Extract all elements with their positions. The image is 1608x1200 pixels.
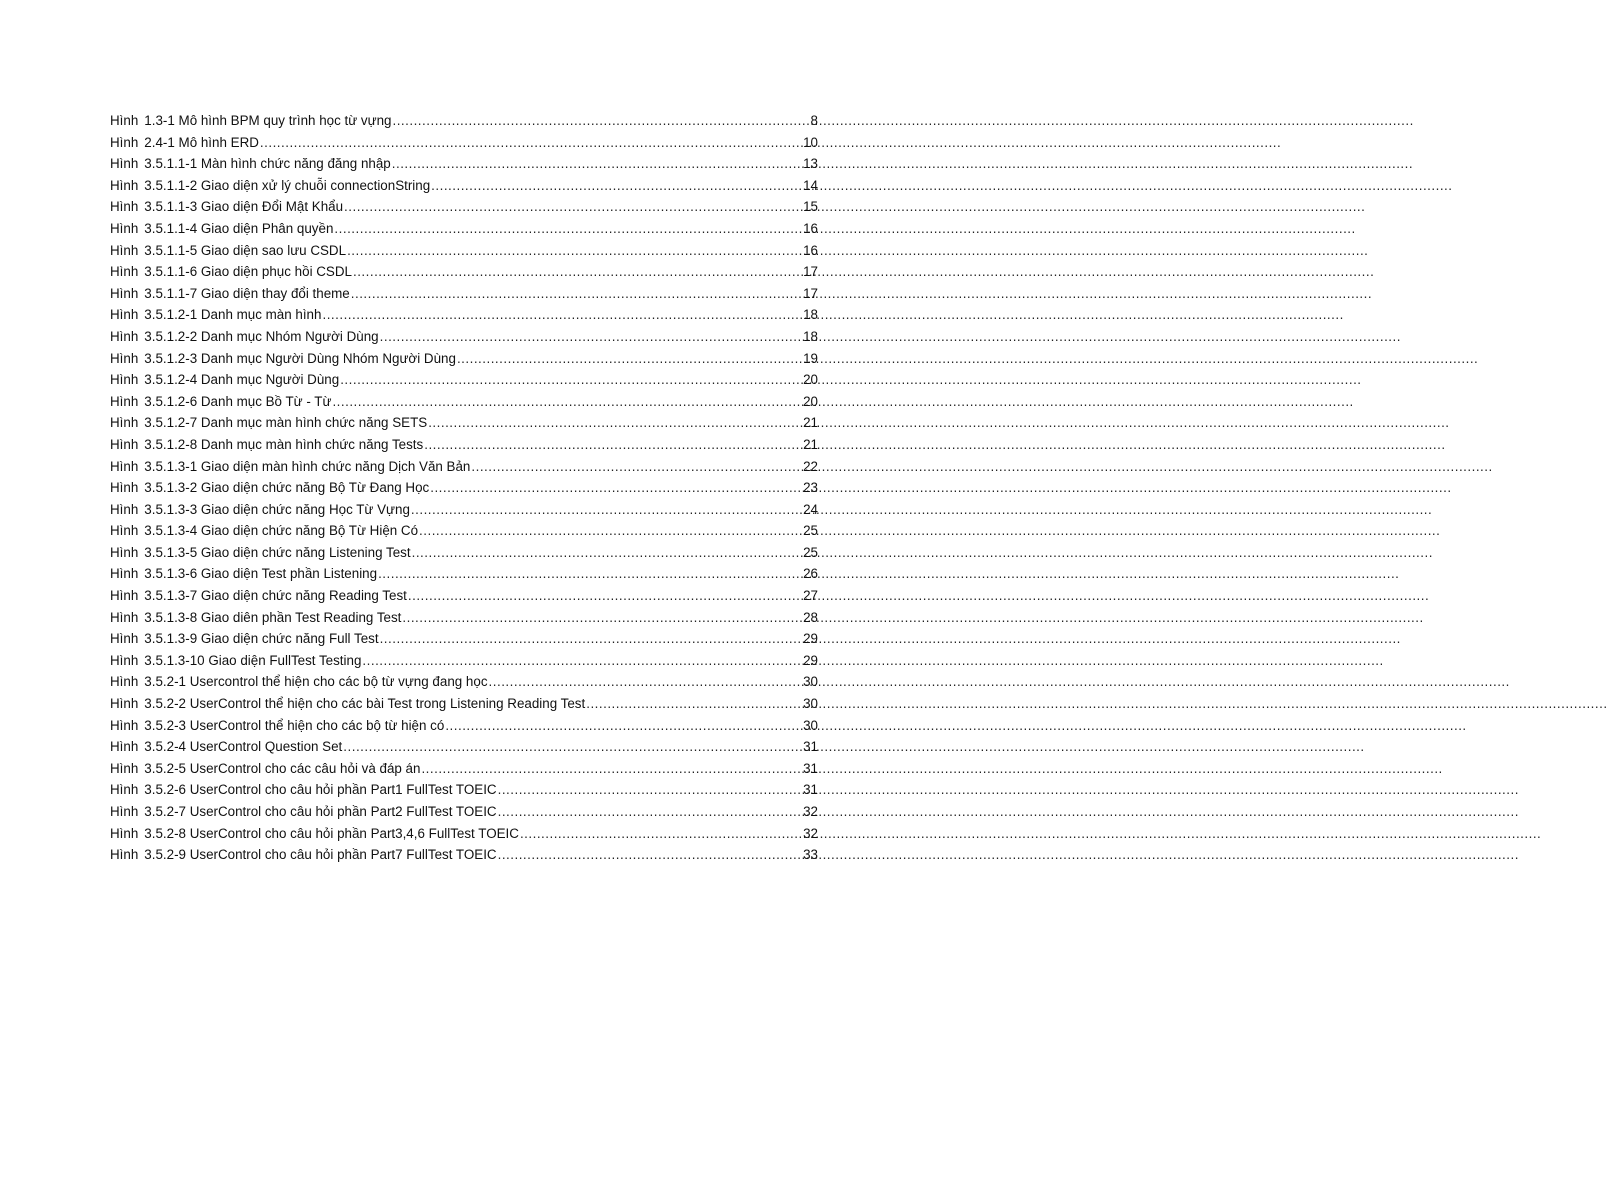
toc-entry-page-number: 31 [803, 739, 818, 755]
toc-entry-title: 3.5.1.3-1 Giao diện màn hình chức năng Dịch Văn Bản [144, 458, 471, 474]
toc-entry-title: 3.5.1.2-1 Danh mục màn hình [144, 307, 322, 323]
toc-entry-title: 3.5.1.1-5 Giao diện sao lưu CSDL [144, 242, 347, 258]
toc-entry-page-number: 29 [803, 652, 818, 668]
toc-entry-prefix: Hình [110, 782, 139, 798]
toc-dot-leader [410, 499, 803, 521]
toc-entry-title: 3.5.2-1 Usercontrol thể hiện cho các bộ từ vựng đang học [144, 674, 488, 690]
toc-dot-leader [444, 715, 803, 737]
table-of-figures [110, 110, 818, 866]
toc-entry-title: 3.5.1.3-7 Giao diện chức năng Reading Test [144, 588, 407, 604]
toc-entry[interactable] [110, 391, 818, 413]
toc-entry[interactable] [110, 456, 818, 478]
toc-dot-leader [429, 477, 803, 499]
toc-entry[interactable] [110, 779, 818, 801]
toc-entry-prefix: Hình [110, 544, 139, 560]
toc-entry-page-number: 25 [803, 544, 818, 560]
toc-dot-leader [420, 758, 803, 780]
toc-entry-page-number: 27 [803, 588, 818, 604]
toc-dot-leader [497, 779, 803, 801]
toc-entry[interactable] [110, 218, 818, 240]
toc-dot-leader [497, 844, 803, 866]
toc-entry-page-number: 31 [803, 760, 818, 776]
toc-entry[interactable] [110, 758, 818, 780]
toc-entry-page-number: 20 [803, 393, 818, 409]
toc-entry[interactable] [110, 607, 818, 629]
toc-dot-leader [379, 326, 803, 348]
toc-dot-leader [343, 196, 803, 218]
toc-entry-prefix: Hình [110, 156, 139, 172]
toc-entry-page-number: 29 [803, 631, 818, 647]
toc-entry-title: 3.5.1.2-8 Danh mục màn hình chức năng Tests [144, 436, 424, 452]
toc-entry-prefix: Hình [110, 760, 139, 776]
toc-entry-page-number: 14 [803, 177, 818, 193]
toc-dot-leader [352, 261, 803, 283]
toc-entry[interactable] [110, 326, 818, 348]
toc-entry-prefix: Hình [110, 350, 139, 366]
toc-entry-title: 3.5.2-9 UserControl cho câu hỏi phần Part7 FullTest TOEIC [144, 847, 497, 863]
toc-entry-page-number: 23 [803, 480, 818, 496]
toc-dot-leader [350, 283, 803, 305]
toc-entry-title: 3.5.1.3-10 Giao diện FullTest Testing [144, 652, 362, 668]
toc-entry-page-number: 19 [803, 350, 818, 366]
toc-entry-page-number: 20 [803, 372, 818, 388]
toc-dot-leader [430, 175, 803, 197]
toc-entry-page-number: 30 [803, 717, 818, 733]
toc-entry-prefix: Hình [110, 652, 139, 668]
toc-entry[interactable] [110, 542, 818, 564]
toc-entry[interactable] [110, 715, 818, 737]
toc-entry-title: 3.5.2-5 UserControl cho các câu hỏi và đáp án [144, 760, 421, 776]
toc-entry[interactable] [110, 412, 818, 434]
toc-entry-page-number: 21 [803, 436, 818, 452]
toc-entry-title: 1.3-1 Mô hình BPM quy trình học từ vựng [144, 113, 392, 128]
toc-dot-leader [519, 823, 803, 845]
toc-dot-leader [331, 391, 803, 413]
toc-entry[interactable] [110, 693, 818, 715]
toc-entry-title: 3.5.1.3-2 Giao diện chức năng Bộ Từ Đang Học [144, 480, 430, 496]
toc-entry[interactable] [110, 175, 818, 197]
toc-entry[interactable] [110, 369, 818, 391]
toc-entry-page-number: 18 [803, 307, 818, 323]
toc-entry-title: 3.5.1.3-6 Giao diện Test phần Listening [144, 566, 378, 582]
toc-dot-leader [411, 542, 804, 564]
toc-entry-prefix: Hình [110, 566, 139, 582]
toc-dot-leader [379, 628, 804, 650]
toc-entry-page-number: 16 [803, 242, 818, 258]
toc-dot-leader [418, 520, 803, 542]
toc-entry-title: 3.5.2-8 UserControl cho câu hỏi phần Part3,4,6 FullTest TOEIC [144, 825, 519, 841]
toc-entry-page-number: 25 [803, 523, 818, 539]
toc-dot-leader [488, 671, 804, 693]
toc-entry[interactable] [110, 304, 818, 326]
toc-entry-title: 3.5.2-4 UserControl Question Set [144, 739, 343, 755]
toc-entry-page-number: 16 [803, 220, 818, 236]
toc-entry-page-number: 17 [803, 264, 818, 280]
toc-entry-prefix: Hình [110, 285, 139, 301]
toc-entry[interactable] [110, 132, 818, 154]
toc-entry-title: 3.5.1.1-3 Giao diện Đổi Mật Khẩu [144, 199, 344, 215]
toc-entry-prefix: Hình [110, 458, 139, 474]
toc-dot-leader [423, 434, 803, 456]
toc-entry-title: 3.5.1.2-3 Danh mục Người Dùng Nhóm Người Dùng [144, 350, 456, 366]
toc-entry-page-number: 10 [803, 134, 818, 150]
toc-entry[interactable] [110, 801, 818, 823]
toc-entry-title: 3.5.1.2-7 Danh mục màn hình chức năng SETS [144, 415, 428, 431]
toc-entry-title: 3.5.1.1-7 Giao diện thay đổi theme [144, 285, 350, 301]
toc-entry[interactable] [110, 585, 818, 607]
toc-entry-prefix: Hình [110, 134, 139, 150]
toc-entry-prefix: Hình [110, 825, 139, 841]
toc-entry[interactable] [110, 650, 818, 672]
toc-dot-leader [497, 801, 803, 823]
toc-entry-title: 3.5.1.3-4 Giao diện chức năng Bộ Từ Hiện Có [144, 523, 419, 539]
toc-entry-prefix: Hình [110, 436, 139, 452]
toc-entry-page-number: 8 [810, 113, 818, 128]
toc-entry-prefix: Hình [110, 588, 139, 604]
toc-dot-leader [407, 585, 803, 607]
toc-entry-prefix: Hình [110, 393, 139, 409]
toc-entry-prefix: Hình [110, 804, 139, 819]
toc-dot-leader [346, 240, 803, 262]
toc-entry-page-number: 32 [803, 825, 818, 841]
toc-entry[interactable] [110, 196, 818, 218]
toc-entry-title: 3.5.1.1-4 Giao diện Phân quyền [144, 220, 334, 236]
toc-entry-prefix: Hình [110, 631, 139, 647]
toc-entry-page-number: 24 [803, 501, 818, 517]
toc-dot-leader [391, 110, 810, 132]
toc-entry-prefix: Hình [110, 177, 139, 193]
toc-entry-page-number: 17 [803, 285, 818, 301]
toc-entry[interactable] [110, 240, 818, 262]
toc-entry-prefix: Hình [110, 415, 139, 431]
toc-dot-leader [470, 456, 803, 478]
toc-entry[interactable] [110, 671, 818, 693]
toc-entry[interactable] [110, 628, 818, 650]
toc-entry-page-number: 28 [803, 609, 818, 625]
toc-entry[interactable] [110, 736, 818, 758]
toc-entry[interactable] [110, 348, 818, 370]
toc-entry-page-number: 30 [803, 674, 818, 690]
toc-entry-title: 3.5.1.3-8 Giao diên phần Test Reading Test [144, 609, 402, 625]
toc-entry[interactable] [110, 520, 818, 542]
toc-entry-title: 2.4-1 Mô hình ERD [144, 134, 259, 150]
toc-entry-prefix: Hình [110, 501, 139, 517]
toc-entry[interactable] [110, 844, 818, 866]
toc-entry-prefix: Hình [110, 264, 139, 280]
toc-dot-leader [377, 563, 803, 585]
toc-entry-title: 3.5.1.1-2 Giao diện xử lý chuỗi connectionString [144, 177, 431, 193]
toc-entry-title: 3.5.1.3-9 Giao diện chức năng Full Test [144, 631, 379, 647]
toc-dot-leader [342, 736, 803, 758]
toc-entry-prefix: Hình [110, 199, 139, 215]
toc-entry-page-number: 15 [803, 199, 818, 215]
toc-entry-title: 3.5.2-7 UserControl cho câu hỏi phần Part2 FullTest TOEIC [144, 804, 497, 819]
toc-entry-page-number: 22 [803, 458, 818, 474]
toc-entry[interactable] [110, 477, 818, 499]
toc-entry[interactable] [110, 823, 818, 845]
toc-entry[interactable] [110, 434, 818, 456]
toc-entry[interactable] [110, 563, 818, 585]
toc-dot-leader [427, 412, 803, 434]
toc-entry[interactable] [110, 283, 818, 305]
toc-dot-leader [333, 218, 803, 240]
toc-entry-page-number: 18 [803, 328, 818, 344]
toc-entry-page-number: 30 [803, 696, 818, 712]
toc-entry-prefix: Hình [110, 242, 139, 258]
toc-entry-title: 3.5.1.1-1 Màn hình chức năng đăng nhập [144, 156, 391, 172]
toc-entry[interactable] [110, 110, 818, 132]
toc-entry-page-number: 33 [803, 847, 818, 863]
toc-entry-prefix: Hình [110, 307, 139, 323]
toc-entry-page-number: 21 [803, 415, 818, 431]
toc-entry-prefix: Hình [110, 523, 139, 539]
toc-dot-leader [321, 304, 803, 326]
toc-entry-prefix: Hình [110, 739, 139, 755]
toc-entry-prefix: Hình [110, 220, 139, 236]
toc-entry[interactable] [110, 261, 818, 283]
toc-entry-title: 3.5.1.2-4 Danh mục Người Dùng [144, 372, 340, 388]
toc-entry-page-number: 26 [803, 566, 818, 582]
toc-entry-prefix: Hình [110, 696, 139, 712]
toc-dot-leader [456, 348, 803, 370]
toc-entry-prefix: Hình [110, 674, 139, 690]
toc-entry-page-number: 13 [803, 156, 818, 172]
toc-entry-title: 3.5.2-6 UserControl cho câu hỏi phần Part1 FullTest TOEIC [144, 782, 497, 798]
toc-dot-leader [401, 607, 803, 629]
toc-entry-title: 3.5.1.1-6 Giao diện phục hồi CSDL [144, 264, 352, 280]
toc-dot-leader [339, 369, 803, 391]
toc-entry-title: 3.5.1.3-5 Giao diện chức năng Listening Test [144, 544, 411, 560]
toc-dot-leader [391, 153, 803, 175]
toc-entry-prefix: Hình [110, 847, 139, 863]
toc-dot-leader [585, 693, 803, 715]
toc-entry-prefix: Hình [110, 480, 139, 496]
toc-entry-page-number: 32 [803, 804, 818, 819]
toc-entry-title: 3.5.1.2-2 Danh mục Nhóm Người Dùng [144, 328, 379, 344]
toc-entry-title: 3.5.1.2-6 Danh mục Bồ Từ - Từ [144, 393, 332, 409]
toc-entry-page-number: 31 [803, 782, 818, 798]
toc-entry-prefix: Hình [110, 717, 139, 733]
toc-entry-prefix: Hình [110, 328, 139, 344]
toc-entry-title: 3.5.1.3-3 Giao diện chức năng Học Từ Vựng [144, 501, 410, 517]
toc-entry-title: 3.5.2-3 UserControl thể hiện cho các bộ từ hiện có [144, 717, 445, 733]
toc-dot-leader [259, 132, 803, 154]
toc-entry-prefix: Hình [110, 113, 139, 128]
toc-entry-prefix: Hình [110, 609, 139, 625]
toc-entry-prefix: Hình [110, 372, 139, 388]
toc-entry[interactable] [110, 499, 818, 521]
toc-dot-leader [361, 650, 803, 672]
toc-entry[interactable] [110, 153, 818, 175]
toc-entry-title: 3.5.2-2 UserControl thể hiện cho các bài Test trong Listening Reading Test [144, 696, 586, 712]
